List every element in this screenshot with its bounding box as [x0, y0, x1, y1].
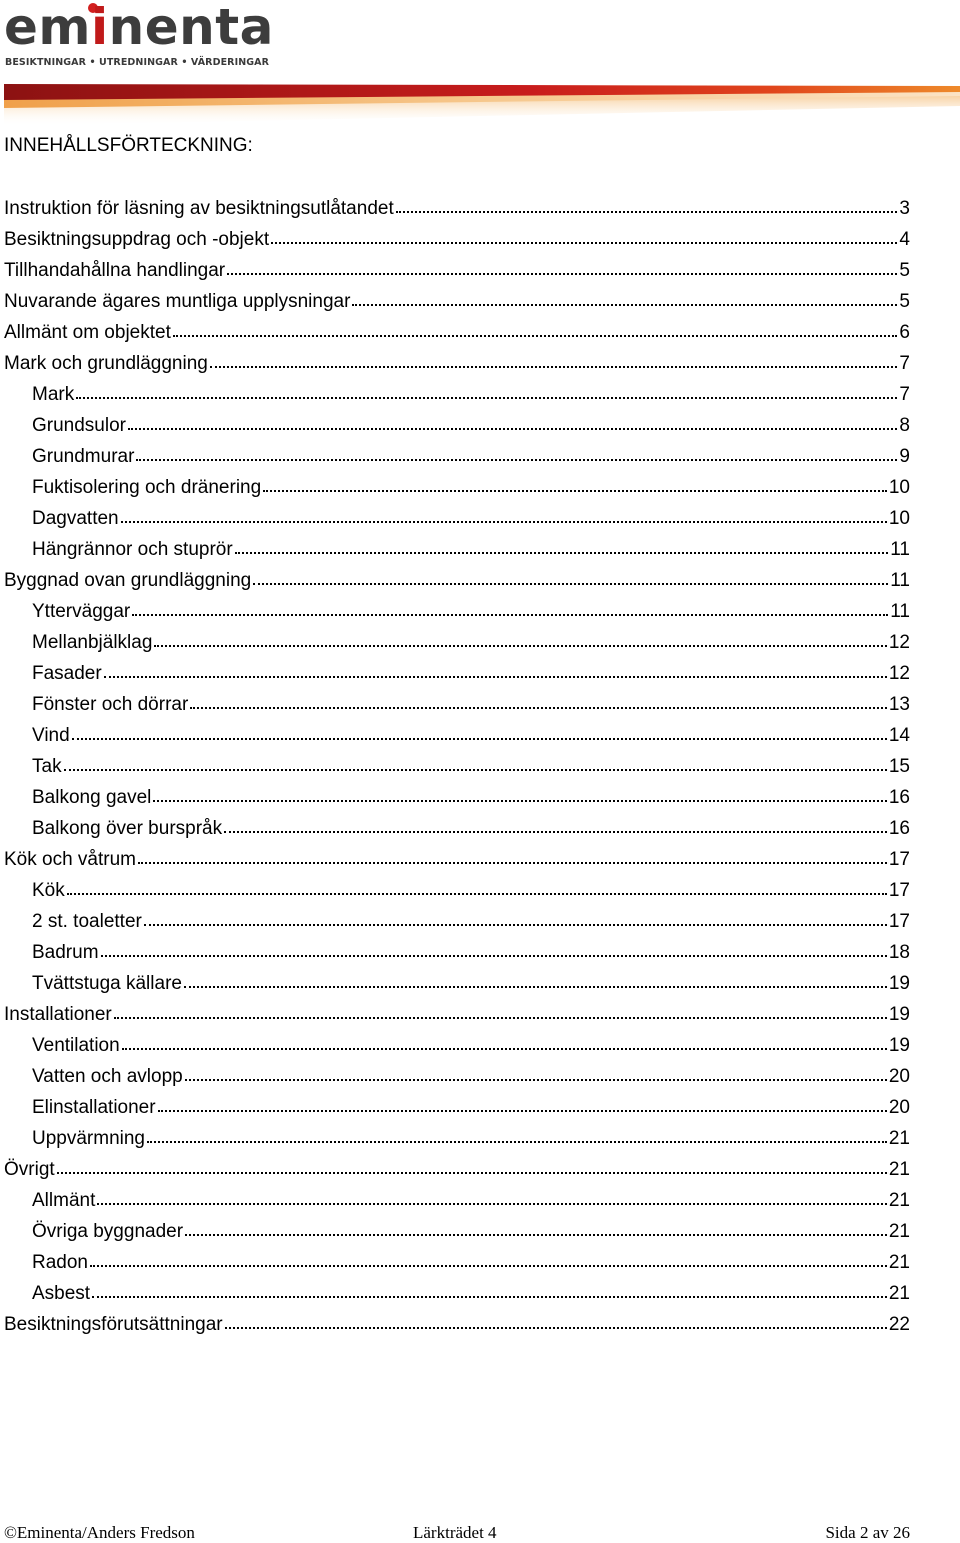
toc-entry-label: Elinstallationer [32, 1097, 156, 1118]
toc-entry-page: 19 [888, 973, 910, 994]
toc-entry-page: 3 [899, 198, 910, 219]
toc-entry[interactable] [4, 317, 910, 348]
toc-dot-leader [132, 614, 888, 616]
toc-entry[interactable] [4, 875, 910, 906]
toc-entry-page: 21 [888, 1190, 910, 1211]
toc-dot-leader [235, 552, 889, 554]
toc-entry-page: 21 [888, 1283, 910, 1304]
toc-dot-leader [64, 769, 887, 771]
toc-dot-leader [227, 273, 897, 275]
toc-entry-label: Hängrännor och stuprör [32, 539, 233, 560]
toc-entry[interactable] [4, 813, 910, 844]
toc-entry[interactable] [4, 1030, 910, 1061]
toc-entry-label: Byggnad ovan grundläggning [4, 570, 252, 591]
toc-entry-label: Tak [32, 756, 62, 777]
toc-entry-page: 21 [888, 1252, 910, 1273]
footer-copyright: ©Eminenta/Anders Fredson [4, 1523, 195, 1542]
toc-dot-leader [138, 862, 887, 864]
toc-entry-page: 13 [888, 694, 910, 715]
toc-entry-page: 19 [888, 1004, 910, 1025]
header-decorative-bar [4, 84, 960, 126]
toc-entry[interactable] [4, 1185, 910, 1216]
toc-entry-page: 16 [888, 787, 910, 808]
toc-entry-label: Grundmurar [32, 446, 135, 467]
toc-entry[interactable] [4, 1309, 910, 1340]
toc-entry-page: 21 [888, 1221, 910, 1242]
toc-entry[interactable] [4, 379, 910, 410]
toc-entry-page: 18 [888, 942, 910, 963]
toc-entry[interactable] [4, 720, 910, 751]
toc-entry-page: 12 [888, 632, 910, 653]
toc-entry-label: Allmänt om objektet [4, 322, 171, 343]
toc-entry[interactable] [4, 596, 910, 627]
toc-dot-leader [158, 1110, 887, 1112]
toc-entry-label: Fönster och dörrar [32, 694, 189, 715]
toc-entry-label: Nuvarande ägares muntliga upplysningar [4, 291, 351, 312]
toc-entry-page: 22 [888, 1314, 910, 1335]
toc-dot-leader [224, 831, 887, 833]
toc-dot-leader [92, 1296, 887, 1298]
toc-entry-page: 8 [899, 415, 910, 436]
toc-entry-label: Grundsulor [32, 415, 126, 436]
toc-dot-leader [185, 1234, 887, 1236]
toc-entry-page: 17 [888, 880, 910, 901]
toc-entry-label: Besiktningsförutsättningar [4, 1314, 223, 1335]
toc-dot-leader [72, 738, 887, 740]
toc-entry[interactable] [4, 348, 910, 379]
toc-entry-label: 2 st. toaletter [32, 911, 142, 932]
toc-dot-leader [153, 800, 886, 802]
toc-entry[interactable] [4, 1216, 910, 1247]
toc-entry-page: 10 [888, 508, 910, 529]
toc-entry-page: 6 [899, 322, 910, 343]
toc-entry-page: 17 [888, 911, 910, 932]
toc-entry-page: 4 [899, 229, 910, 250]
toc-entry[interactable] [4, 968, 910, 999]
toc-entry-page: 19 [888, 1035, 910, 1056]
toc-dot-leader [97, 1203, 887, 1205]
toc-entry[interactable] [4, 472, 910, 503]
toc-entry-label: Fuktisolering och dränering [32, 477, 262, 498]
toc-entry-page: 12 [888, 663, 910, 684]
toc-dot-leader [253, 583, 888, 585]
toc-dot-leader [136, 459, 897, 461]
toc-entry-label: Ventilation [32, 1035, 120, 1056]
toc-entry[interactable] [4, 193, 910, 224]
toc-entry-label: Mark [32, 384, 75, 405]
toc-entry-label: Fasader [32, 663, 102, 684]
toc-entry-label: Balkong över burspråk [32, 818, 223, 839]
toc-dot-leader [271, 242, 897, 244]
toc-entry-page: 11 [890, 539, 910, 560]
toc-dot-leader [263, 490, 887, 492]
footer-page-number: Sida 2 av 26 [825, 1523, 910, 1542]
toc-entry-label: Uppvärmning [32, 1128, 145, 1149]
toc-entry[interactable] [4, 410, 910, 441]
toc-entry-page: 7 [899, 384, 910, 405]
toc-entry[interactable] [4, 1247, 910, 1278]
toc-entry-page: 21 [888, 1128, 910, 1149]
toc-entry-page: 17 [888, 849, 910, 870]
toc-entry-label: Dagvatten [32, 508, 119, 529]
toc-dot-leader [122, 1048, 887, 1050]
toc-entry-label: Kök [32, 880, 65, 901]
toc-entry-page: 11 [890, 570, 910, 591]
toc-entry[interactable] [4, 1061, 910, 1092]
toc-entry[interactable] [4, 1278, 910, 1309]
toc-entry-label: Asbest [32, 1283, 91, 1304]
toc-entry[interactable] [4, 1092, 910, 1123]
toc-entry-page: 15 [888, 756, 910, 777]
toc-entry-label: Radon [32, 1252, 88, 1273]
toc-dot-leader [121, 521, 887, 523]
toc-dot-leader [396, 211, 898, 213]
toc-entry-page: 20 [888, 1097, 910, 1118]
toc-entry[interactable] [4, 782, 910, 813]
toc-dot-leader [185, 1079, 887, 1081]
toc-entry-label: Mark och grundläggning [4, 353, 208, 374]
toc-dot-leader [184, 986, 887, 988]
toc-dot-leader [114, 1017, 887, 1019]
toc-dot-leader [173, 335, 898, 337]
toc-entry-label: Övrigt [4, 1159, 55, 1180]
toc-entry-label: Instruktion för läsning av besiktningsutlåtandet [4, 198, 394, 219]
toc-dot-leader [225, 1327, 887, 1329]
toc-entry-label: Allmänt [32, 1190, 96, 1211]
toc-entry-page: 5 [899, 260, 910, 281]
toc-entry-label: Tillhandahållna handlingar [4, 260, 226, 281]
toc-entry-label: Övriga byggnader [32, 1221, 184, 1242]
toc-dot-leader [190, 707, 887, 709]
toc-dot-leader [154, 645, 886, 647]
toc-entry-label: Vatten och avlopp [32, 1066, 183, 1087]
toc-entry-page: 16 [888, 818, 910, 839]
toc-entry-label: Vind [32, 725, 70, 746]
toc-entry-label: Mellanbjälklag [32, 632, 153, 653]
toc-entry[interactable] [4, 658, 910, 689]
toc-dot-leader [144, 924, 887, 926]
toc-entry-page: 21 [888, 1159, 910, 1180]
toc-entry[interactable] [4, 565, 910, 596]
logo-tagline: BESIKTNINGAR • UTREDNINGAR • VÄRDERINGAR [5, 57, 270, 68]
toc-entry-page: 7 [899, 353, 910, 374]
toc-entry-page: 5 [899, 291, 910, 312]
toc-entry[interactable] [4, 224, 910, 255]
toc-entry-page: 11 [890, 601, 910, 622]
toc-dot-leader [57, 1172, 887, 1174]
toc-dot-leader [90, 1265, 887, 1267]
toc-dot-leader [128, 428, 897, 430]
toc-entry-label: Ytterväggar [32, 601, 131, 622]
toc-entry[interactable] [4, 1123, 910, 1154]
toc-entry[interactable] [4, 503, 910, 534]
toc-entry[interactable] [4, 627, 910, 658]
logo-wordmark: eminenta [4, 0, 274, 56]
toc-entry[interactable] [4, 937, 910, 968]
toc-entry-label: Badrum [32, 942, 99, 963]
toc-entry-label: Kök och våtrum [4, 849, 136, 870]
footer-property-name: Lärkträdet 4 [413, 1523, 497, 1542]
toc-entry-label: Tvättstuga källare [32, 973, 182, 994]
toc-title: INNEHÅLLSFÖRTECKNING: [4, 135, 253, 156]
toc-entry-page: 14 [888, 725, 910, 746]
toc-dot-leader [210, 366, 898, 368]
toc-entry-page: 20 [888, 1066, 910, 1087]
toc-entry[interactable] [4, 286, 910, 317]
toc-dot-leader [104, 676, 887, 678]
toc-entry-label: Besiktningsuppdrag och -objekt [4, 229, 270, 250]
toc-entry[interactable] [4, 999, 910, 1030]
toc-entry[interactable] [4, 441, 910, 472]
toc-entry-page: 9 [899, 446, 910, 467]
toc-entry[interactable] [4, 689, 910, 720]
toc-dot-leader [67, 893, 887, 895]
toc-entry-page: 10 [888, 477, 910, 498]
toc-entry[interactable] [4, 534, 910, 565]
toc-dot-leader [352, 304, 897, 306]
toc-entry[interactable] [4, 906, 910, 937]
toc-entry-label: Installationer [4, 1004, 112, 1025]
toc-dot-leader [147, 1141, 887, 1143]
toc-entry[interactable] [4, 751, 910, 782]
toc-entry[interactable] [4, 255, 910, 286]
toc-dot-leader [101, 955, 887, 957]
toc-entry-label: Balkong gavel [32, 787, 152, 808]
company-logo [4, 0, 274, 72]
toc-entry[interactable] [4, 1154, 910, 1185]
toc-dot-leader [76, 397, 897, 399]
table-of-contents [4, 193, 910, 1340]
toc-entry[interactable] [4, 844, 910, 875]
